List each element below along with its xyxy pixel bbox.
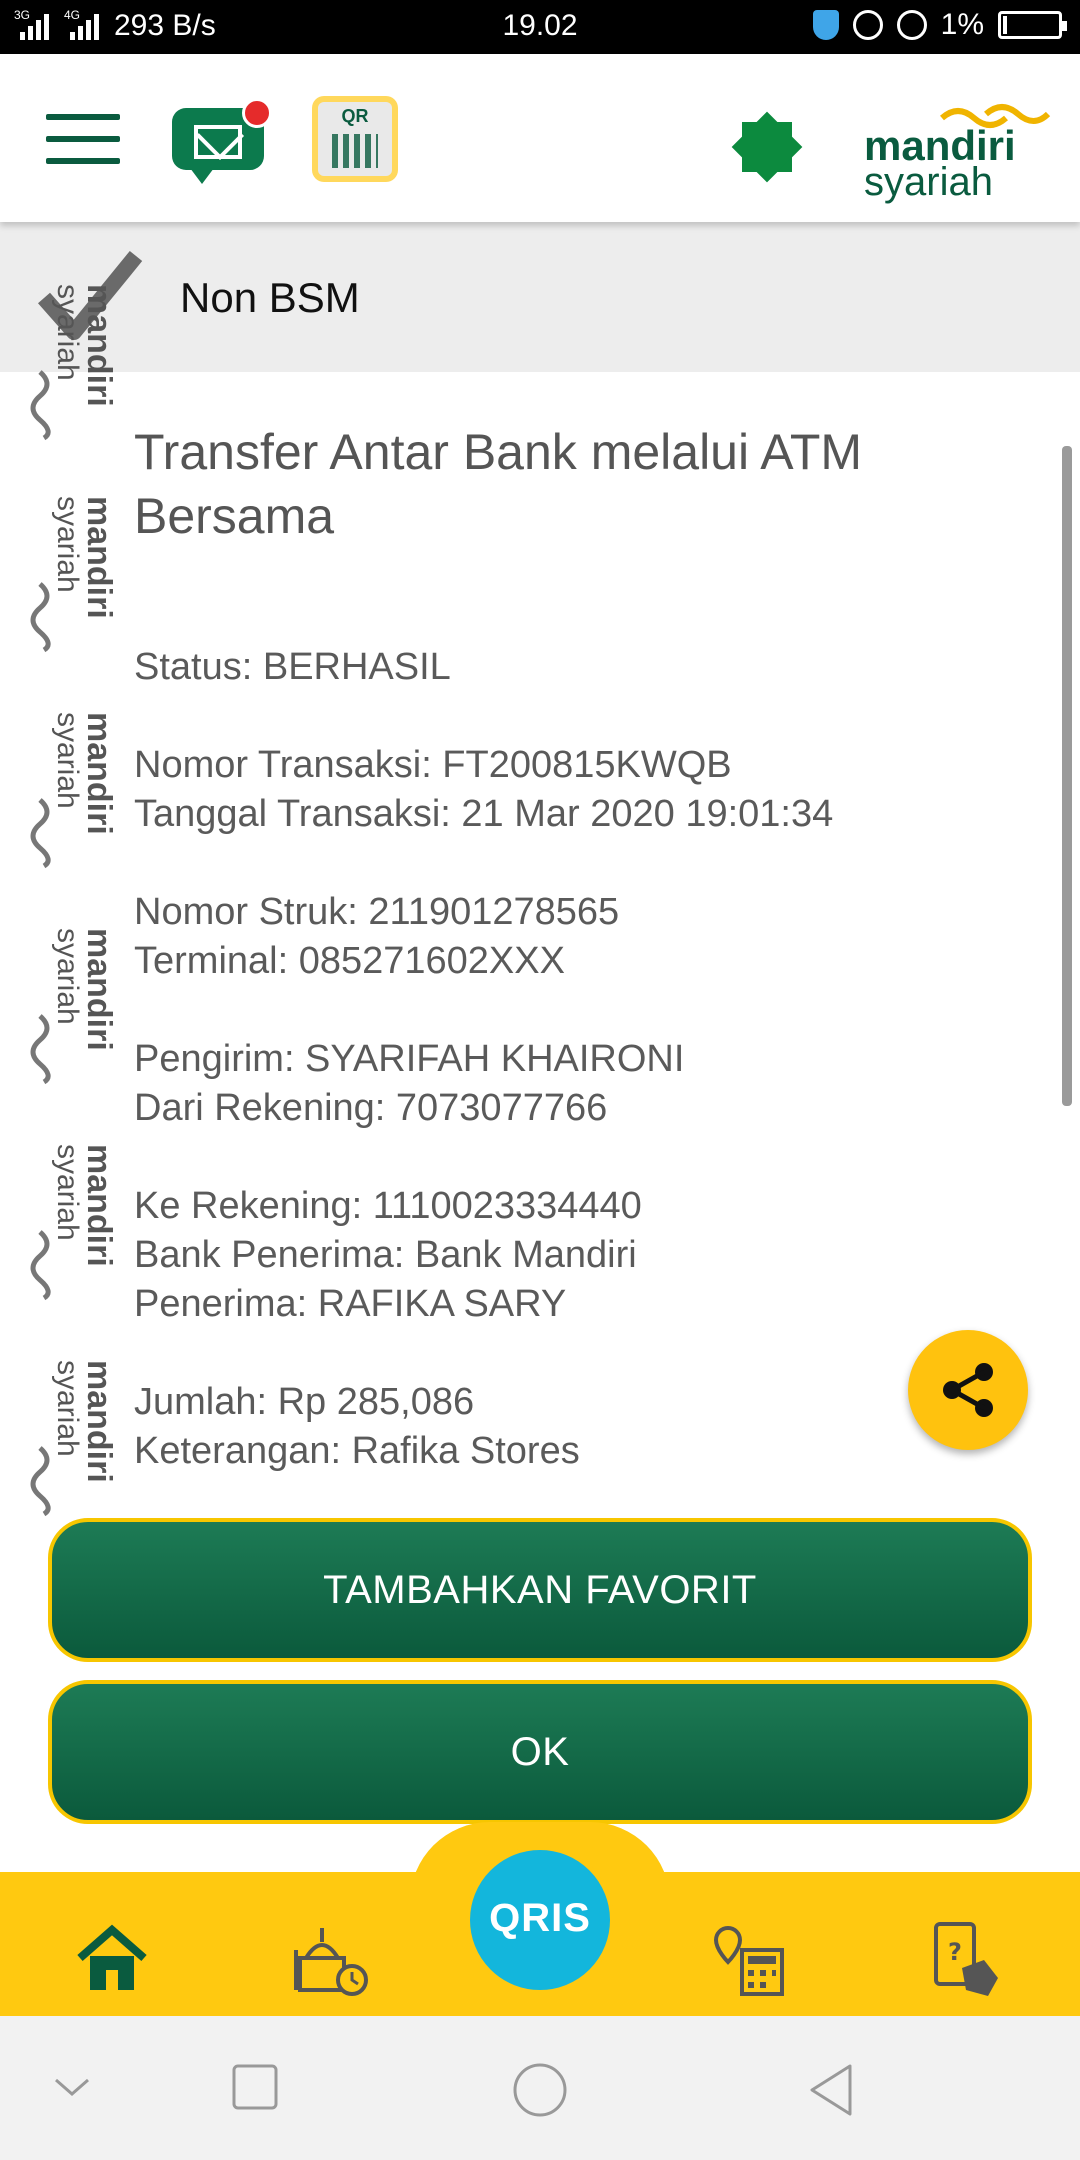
watermark-logo: mandiri syariah	[10, 1140, 120, 1310]
battery-percent: 1%	[940, 8, 984, 41]
section-bar	[0, 222, 1080, 372]
watermark-logo: mandiri syariah	[10, 492, 120, 662]
watermark-logo: mandiri syariah	[10, 1356, 120, 1526]
transaction-date: Tanggal Transaksi: 21 Mar 2020 19:01:34	[134, 793, 834, 835]
qris-label: QRIS	[489, 1896, 591, 1940]
description: Keterangan: Rafika Stores	[134, 1430, 580, 1472]
brand-logo	[860, 86, 1060, 204]
transaction-number: Nomor Transaksi: FT200815KWQB	[134, 744, 732, 786]
clock: 19.02	[502, 9, 578, 42]
recipient: Penerima: RAFIKA SARY	[134, 1283, 567, 1325]
watermark-logo: mandiri syariah	[10, 924, 120, 1094]
qr-button[interactable]	[312, 96, 398, 182]
source-account: Dari Rekening: 7073077766	[134, 1087, 608, 1129]
home-icon[interactable]	[72, 1920, 152, 2000]
sender: Pengirim: SYARIFAH KHAIRONI	[134, 1038, 685, 1080]
qr-code-icon	[332, 134, 378, 168]
recipient-bank: Bank Penerima: Bank Mandiri	[134, 1234, 637, 1276]
battery-icon	[998, 11, 1062, 39]
alarm-icon	[897, 10, 927, 40]
lock-rotation-icon	[853, 10, 883, 40]
watermark-column	[0, 284, 120, 1483]
share-button[interactable]	[908, 1330, 1028, 1450]
receipt-title: Transfer Antar Bank melalui ATM Bersama	[134, 424, 863, 544]
phone-hand-icon[interactable]	[928, 1920, 1008, 2000]
scrollbar[interactable]	[1062, 446, 1072, 1106]
qr-label: QR	[341, 106, 369, 126]
amount: Jumlah: Rp 285,086	[134, 1381, 475, 1423]
shield-icon	[813, 10, 839, 40]
network-speed: 293 B/s	[114, 9, 216, 42]
chevron-down-icon[interactable]	[52, 2072, 92, 2102]
transaction-status: Status: BERHASIL	[134, 646, 451, 688]
signal-icon: 3G	[14, 12, 54, 40]
svg-text:?: ?	[948, 1938, 962, 1966]
location-calculator-icon[interactable]	[710, 1920, 790, 2000]
home-button-icon[interactable]	[512, 2062, 568, 2118]
app-header	[0, 54, 1080, 222]
watermark-logo: mandiri syariah	[10, 280, 120, 450]
message-icon[interactable]	[172, 102, 268, 176]
signal-icon-2: 4G	[64, 12, 104, 40]
terminal: Terminal: 085271602XXX	[134, 940, 565, 982]
receipt-number: Nomor Struk: 211901278565	[134, 891, 620, 933]
destination-account: Ke Rekening: 1110023334440	[134, 1185, 642, 1227]
share-icon	[938, 1360, 998, 1420]
notification-dot	[242, 98, 272, 128]
ok-button[interactable]: OK	[48, 1680, 1032, 1824]
hamburger-icon[interactable]	[46, 114, 120, 164]
status-bar	[0, 0, 1080, 54]
mosque-clock-icon[interactable]	[292, 1920, 372, 2000]
brand-name: mandiri	[864, 122, 1016, 169]
brand-subname: syariah	[864, 160, 993, 204]
qris-button[interactable]	[466, 1846, 614, 1994]
star-emblem-icon	[736, 116, 798, 178]
recent-apps-icon[interactable]	[230, 2062, 280, 2112]
watermark-logo: mandiri syariah	[10, 708, 120, 878]
back-icon[interactable]	[806, 2062, 856, 2118]
add-favorite-button[interactable]: TAMBAHKAN FAVORIT	[48, 1518, 1032, 1662]
system-nav-bar	[0, 2016, 1080, 2160]
section-title: Non BSM	[180, 274, 360, 321]
